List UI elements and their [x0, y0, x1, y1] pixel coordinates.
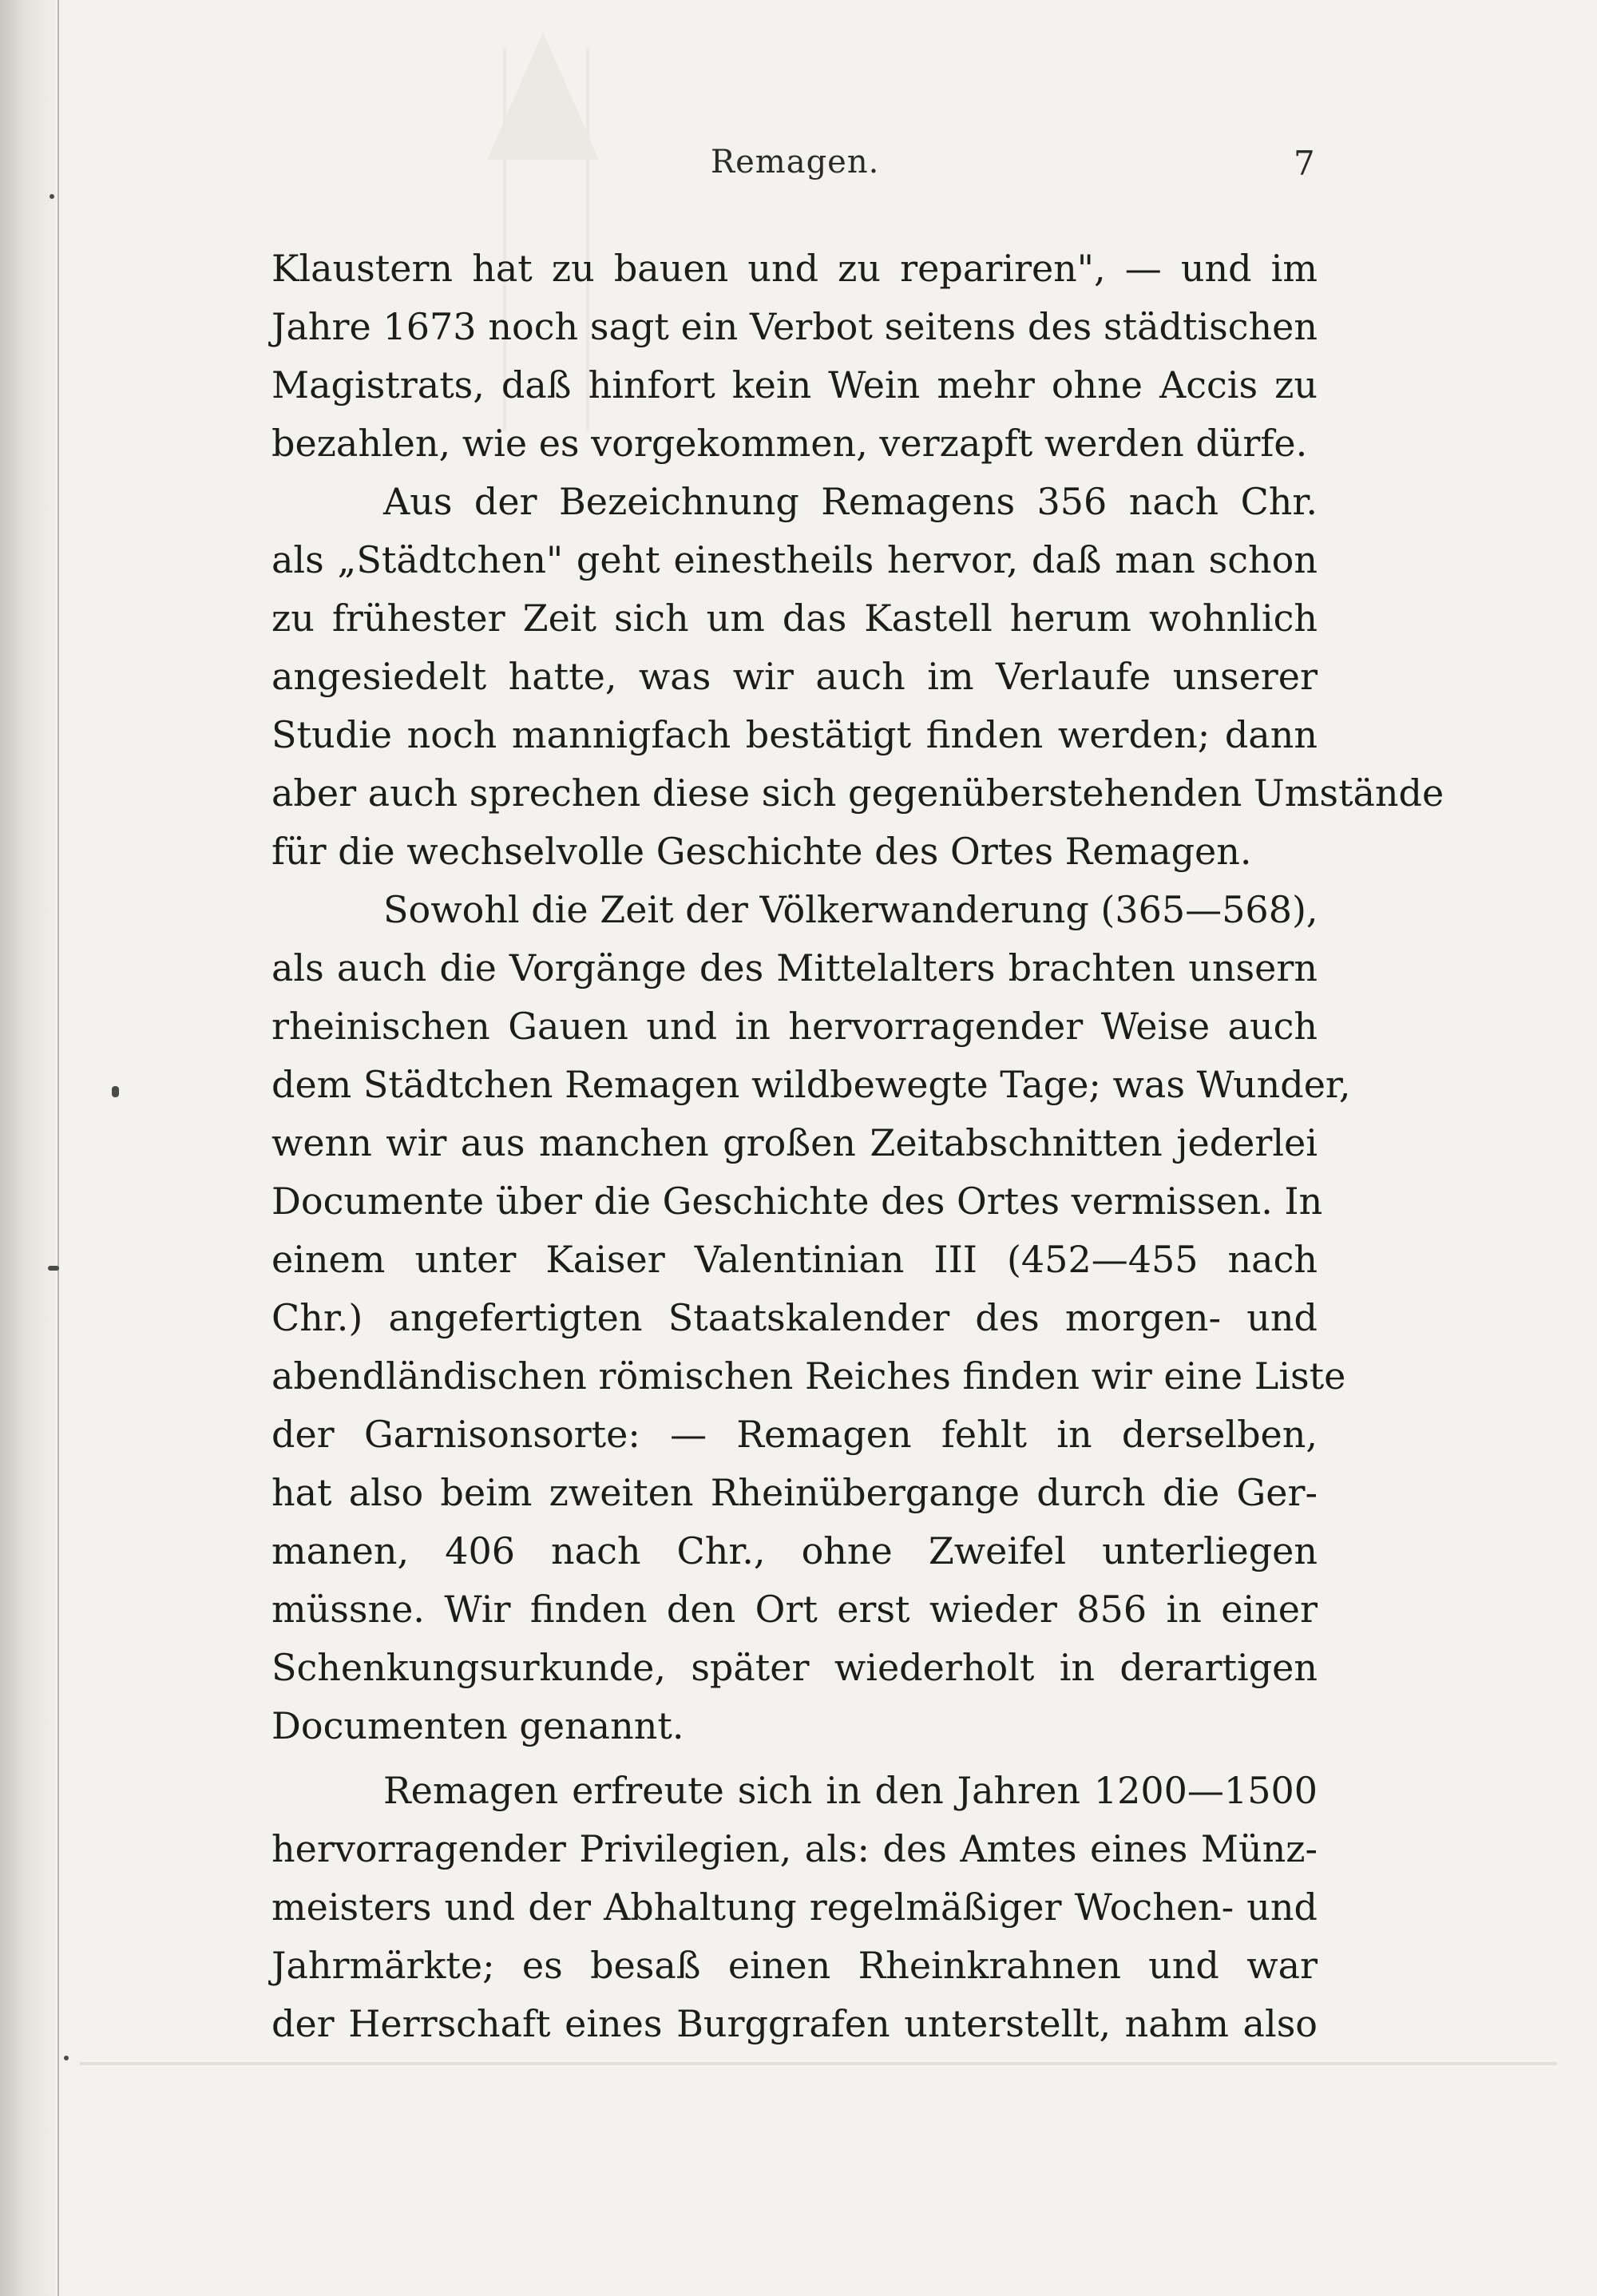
text-line: müssne. Wir finden den Ort erst wieder 856 in einer	[271, 1588, 1318, 1631]
paragraph-4	[271, 1762, 1318, 2053]
body-text	[271, 240, 1444, 2053]
paragraph-2	[271, 473, 1444, 881]
text-line: Jahrmärkte; es besaß einen Rheinkrahnen und war	[271, 1944, 1318, 1987]
page-edge-line	[57, 0, 59, 2296]
margin-mark	[112, 1086, 119, 1097]
text-line: Chr.) angefertigten Staatskalender des morgen- und	[271, 1296, 1318, 1339]
paragraph-3	[271, 881, 1351, 1755]
text-line: Sowohl die Zeit der Völkerwanderung (365—568),	[383, 888, 1318, 931]
text-line: Aus der Bezeichnung Remagens 356 nach Chr.	[383, 480, 1318, 523]
running-title: Remagen.	[711, 144, 880, 180]
paragraph-1	[271, 240, 1318, 473]
text-line: als auch die Vorgänge des Mittelalters brachten unsern	[271, 946, 1318, 989]
text-line: Klaustern hat zu bauen und zu repariren", — und im	[271, 247, 1318, 290]
text-line: Studie noch mannigfach bestätigt finden werden; dann	[271, 713, 1318, 756]
page-number: 7	[1294, 144, 1315, 183]
text-line: Schenkungsurkunde, später wiederholt in derartigen	[271, 1646, 1318, 1689]
text-line: der Herrschaft eines Burggrafen unterstellt, nahm also	[271, 2002, 1318, 2045]
text-line: bezahlen, wie es vorgekommen, verzapft werden dürfe.	[271, 422, 1308, 465]
text-line: Documente über die Geschichte des Ortes vermissen. In	[271, 1180, 1323, 1223]
text-line: aber auch sprechen diese sich gegenüberstehenden Umstände	[271, 771, 1444, 815]
text-line: Remagen erfreute sich in den Jahren 1200—1500	[383, 1769, 1318, 1812]
text-line: wenn wir aus manchen großen Zeitabschnitten jederlei	[271, 1121, 1318, 1164]
text-line: manen, 406 nach Chr., ohne Zweifel unterliegen	[271, 1529, 1318, 1572]
text-line: Documenten genannt.	[271, 1704, 684, 1747]
show-through-illustration-frame	[80, 2062, 1557, 2065]
text-line: hat also beim zweiten Rheinübergange durch die Ger-	[271, 1471, 1318, 1514]
text-line: Magistrats, daß hinfort kein Wein mehr ohne Accis zu	[271, 363, 1318, 406]
text-line: dem Städtchen Remagen wildbewegte Tage; was Wunder,	[271, 1063, 1351, 1106]
text-line: Jahre 1673 noch sagt ein Verbot seitens des städtischen	[271, 305, 1318, 348]
margin-mark	[48, 1266, 59, 1271]
text-line: hervorragender Privilegien, als: des Amtes eines Münz-	[271, 1827, 1318, 1870]
text-line: als „Städtchen" geht einestheils hervor, daß man schon	[271, 538, 1318, 581]
text-line: der Garnisonsorte: — Remagen fehlt in derselben,	[271, 1413, 1318, 1456]
text-line: meisters und der Abhaltung regelmäßiger Wochen- und	[271, 1886, 1318, 1929]
text-line: für die wechselvolle Geschichte des Ortes Remagen.	[271, 830, 1252, 873]
page-spine-shadow	[0, 0, 56, 2296]
text-line: einem unter Kaiser Valentinian III (452—455 nach	[271, 1238, 1318, 1281]
margin-mark	[50, 194, 54, 199]
text-line: angesiedelt hatte, was wir auch im Verlaufe unserer	[271, 655, 1318, 698]
margin-mark	[64, 2056, 69, 2060]
text-line: abendländischen römischen Reiches finden wir eine Liste	[271, 1354, 1346, 1398]
text-line: rheinischen Gauen und in hervorragender Weise auch	[271, 1005, 1318, 1048]
text-line: zu frühester Zeit sich um das Kastell herum wohnlich	[271, 597, 1318, 640]
